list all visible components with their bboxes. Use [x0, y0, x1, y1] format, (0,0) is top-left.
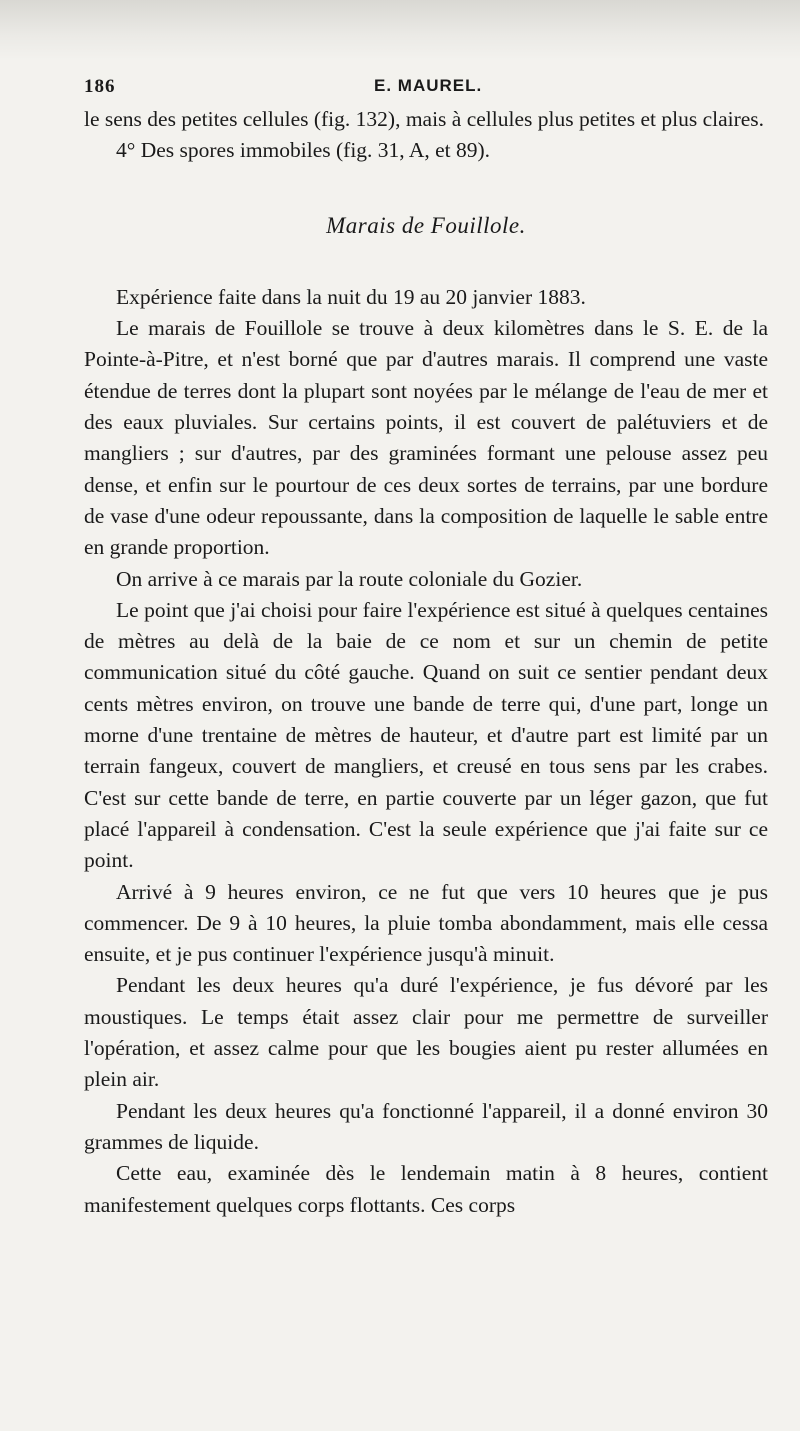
running-header — [84, 70, 768, 104]
book-page — [84, 70, 768, 1221]
paragraph: Pendant les deux heures qu'a duré l'expérience, je fus dévoré par les moustiques. Le temps était assez clair pour me permettre de surveiller l'opération, et assez calme pour que les bougies aient pu rester allumées en plein air. — [84, 973, 768, 1092]
paragraph-continues: Cette eau, examinée dès le lendemain matin à 8 heures, contient manifestement quelques corps flottants. Ces corps — [84, 1161, 768, 1217]
paragraph: On arrive à ce marais par la route coloniale du Gozier. — [116, 566, 583, 591]
paragraph-list-item: 4° Des spores immobiles (fig. 31, A, et 89). — [116, 138, 491, 163]
paragraph: Expérience faite dans la nuit du 19 au 20 janvier 1883. — [116, 284, 586, 309]
paragraph: Arrivé à 9 heures environ, ce ne fut que vers 10 heures que je pus commencer. De 9 à 10 heures, la pluie tomba abondamment, mais elle cessa ensuite, et je pus continuer l'expérience jusqu'à minuit. — [84, 879, 768, 967]
paragraph: Le point que j'ai choisi pour faire l'expérience est situé à quelques centaines de mètres au delà de la baie de ce nom et sur un chemin de petite communication situé du côté gauche. Quand on suit ce sentier pendant deux cents mètres environ, on trouve une bande de terre qui, d'une part, longe un morne d'une trentaine de mètres de hauteur, et d'autre part est limité par un terrain fangeux, couvert de mangliers, et creusé en tous sens par les crabes. C'est sur cette bande de terre, en partie couverte par un léger gazon, que fut placé l'appareil à condensation. C'est la seule expérience que j'ai faite sur ce point. — [84, 597, 768, 873]
running-head-author: E. MAUREL. — [374, 76, 483, 95]
paragraph-continued: le sens des petites cellules (fig. 132), mais à cellules plus petites et plus claires. — [84, 107, 765, 131]
paragraph: Pendant les deux heures qu'a fonctionné l'appareil, il a donné environ 30 grammes de liquide. — [84, 1098, 768, 1154]
page-number: 186 — [84, 76, 116, 97]
section-title: Marais de Fouillole. — [326, 212, 526, 238]
scan-edge-shadow — [0, 0, 800, 60]
page-body — [84, 104, 768, 1221]
paragraph: Le marais de Fouillole se trouve à deux kilomètres dans le S. E. de la Pointe-à-Pitre, et n'est borné que par d'autres marais. Il comprend une vaste étendue de terres dont la plupart sont noyées par le mélange de l'eau de mer et des eaux pluviales. Sur certains points, il est couvert de palétuviers et de mangliers ; sur d'autres, par des graminées formant une pelouse assez peu dense, et enfin sur le pourtour de ces deux sortes de terrains, par une bordure de vase d'une odeur repoussante, dans la composition de laquelle le sable entre en grande proportion. — [84, 316, 768, 560]
